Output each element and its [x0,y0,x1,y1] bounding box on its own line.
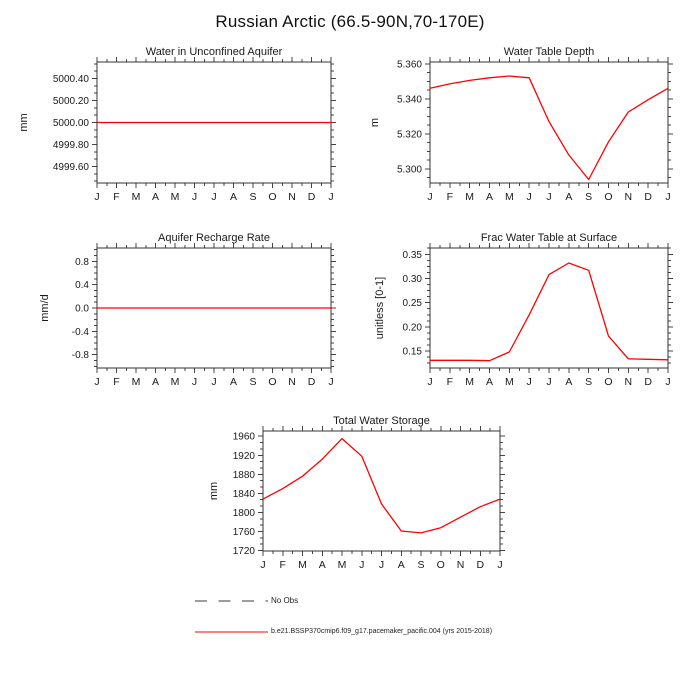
y-tick-label: 1920 [232,450,255,462]
x-tick-label: J [211,376,217,388]
x-tick-label: S [585,376,593,388]
plot-frame [430,248,668,368]
x-tick-label: J [427,191,433,203]
y-axis-label: mm [18,113,30,132]
y-tick-label: 0.20 [402,322,422,334]
x-tick-label: S [585,191,593,203]
chart-frac-water-table-at-surface [374,232,673,388]
x-tick-label: S [249,376,257,388]
x-tick-label: M [131,191,141,203]
x-tick-label: J [665,191,671,203]
series-line [430,76,668,180]
y-tick-label: 1760 [232,526,255,538]
x-tick-label: A [485,191,494,203]
x-tick-label: J [546,191,552,203]
x-tick-label: D [476,559,485,571]
x-tick-label: N [288,191,296,203]
x-tick-label: A [318,559,326,571]
chart-water-in-unconfined-aquifer [18,46,336,203]
x-tick-label: O [436,559,445,571]
x-tick-label: M [170,191,180,203]
x-tick-label: J [211,191,217,203]
x-tick-label: J [526,376,532,388]
x-tick-label: A [565,376,573,388]
y-axis-label: mm/d [39,294,51,322]
x-tick-label: M [465,376,475,388]
x-tick-label: D [307,376,316,388]
x-tick-label: J [94,376,100,388]
y-tick-label: 1800 [232,507,255,519]
axis-ticks [258,426,505,556]
x-tick-label: M [504,376,514,388]
y-tick-label: -0.4 [71,326,89,338]
y-tick-label: 5000.20 [52,96,89,107]
x-tick-label: A [485,376,494,388]
x-tick-label: F [279,559,286,571]
y-tick-label: 0.30 [402,273,422,285]
x-tick-label: O [268,191,277,203]
y-tick-label: 0.4 [75,280,89,292]
x-tick-label: J [191,191,198,203]
x-tick-label: N [456,559,465,571]
y-tick-label: 0.15 [402,346,422,358]
x-tick-label: O [604,376,613,388]
chart-water-table-depth [369,46,673,203]
chart-title: Aquifer Recharge Rate [158,232,270,244]
x-tick-label: A [151,376,160,388]
page-title: Russian Arctic (66.5-90N,70-170E) [215,12,485,31]
chart-title: Water Table Depth [503,46,595,58]
x-tick-label: J [497,559,503,571]
y-tick-label: 0.35 [402,249,422,261]
y-tick-label: 1840 [232,488,255,500]
x-tick-label: M [298,559,307,571]
x-tick-label: A [151,191,160,203]
y-tick-label: 5000.40 [52,74,89,85]
x-tick-label: J [260,559,266,571]
x-tick-label: F [446,376,454,388]
legend-label-model-run: b.e21.BSSP370cmip6.f09_g17.pacemaker_pacific.004 (yrs 2015-2018) [271,628,493,635]
chart-aquifer-recharge-rate [39,232,336,388]
y-tick-label: 5.360 [396,59,422,71]
y-tick-label: 0.0 [75,303,89,315]
x-tick-label: D [307,191,316,203]
x-tick-label: M [337,559,347,571]
y-tick-label: 0.25 [402,298,422,310]
x-tick-label: J [526,191,532,203]
no-obs-legend-line [195,596,275,606]
x-tick-label: N [624,191,633,203]
x-tick-label: M [131,376,141,388]
y-tick-label: 5.320 [396,129,422,141]
y-tick-label: 5.300 [396,164,422,176]
y-tick-label: 5000.00 [52,118,89,129]
x-tick-label: M [170,376,180,388]
y-tick-label: 1880 [232,469,255,481]
y-tick-label: 4999.80 [52,140,89,151]
y-axis-label: unitless [0-1] [374,276,386,340]
chart-title: Total Water Storage [333,415,430,427]
x-tick-label: J [94,191,100,203]
x-tick-label: F [113,376,120,388]
y-axis-label: m [369,117,381,128]
y-tick-label: 1960 [232,431,255,443]
x-tick-label: J [378,559,385,571]
x-tick-label: J [328,191,334,203]
axis-ticks [425,243,673,373]
chart-title: Water in Unconfined Aquifer [145,46,283,58]
x-tick-label: A [565,191,573,203]
legend-label-no-obs: No Obs [271,596,299,605]
x-tick-label: A [229,191,238,203]
y-tick-label: 4999.60 [52,162,89,173]
x-tick-label: A [229,376,238,388]
x-tick-label: J [546,376,552,388]
x-tick-label: J [427,376,433,388]
x-tick-label: J [665,376,671,388]
x-tick-label: O [268,376,277,388]
x-tick-label: O [604,191,613,203]
x-tick-label: J [191,376,198,388]
y-tick-label: 0.8 [75,256,89,268]
chart-total-water-storage [208,415,505,571]
x-tick-label: S [249,191,257,203]
x-tick-label: J [359,559,365,571]
chart-title: Frac Water Table at Surface [480,232,618,244]
x-tick-label: J [328,376,334,388]
x-tick-label: N [288,376,296,388]
x-tick-label: S [417,559,425,571]
plot-frame [263,431,500,551]
x-tick-label: F [113,191,120,203]
series-line [263,439,500,533]
x-tick-label: D [644,191,652,203]
x-tick-label: F [446,191,454,203]
x-tick-label: A [397,559,405,571]
model-run-legend-line [195,627,275,637]
x-tick-label: M [465,191,475,203]
x-tick-label: D [644,376,652,388]
y-tick-label: 5.340 [396,94,422,106]
x-tick-label: N [624,376,633,388]
series-line [430,263,668,361]
y-axis-label: mm [208,481,220,501]
x-tick-label: M [504,191,514,203]
y-tick-label: 1720 [232,546,255,558]
y-tick-label: -0.8 [71,350,89,362]
